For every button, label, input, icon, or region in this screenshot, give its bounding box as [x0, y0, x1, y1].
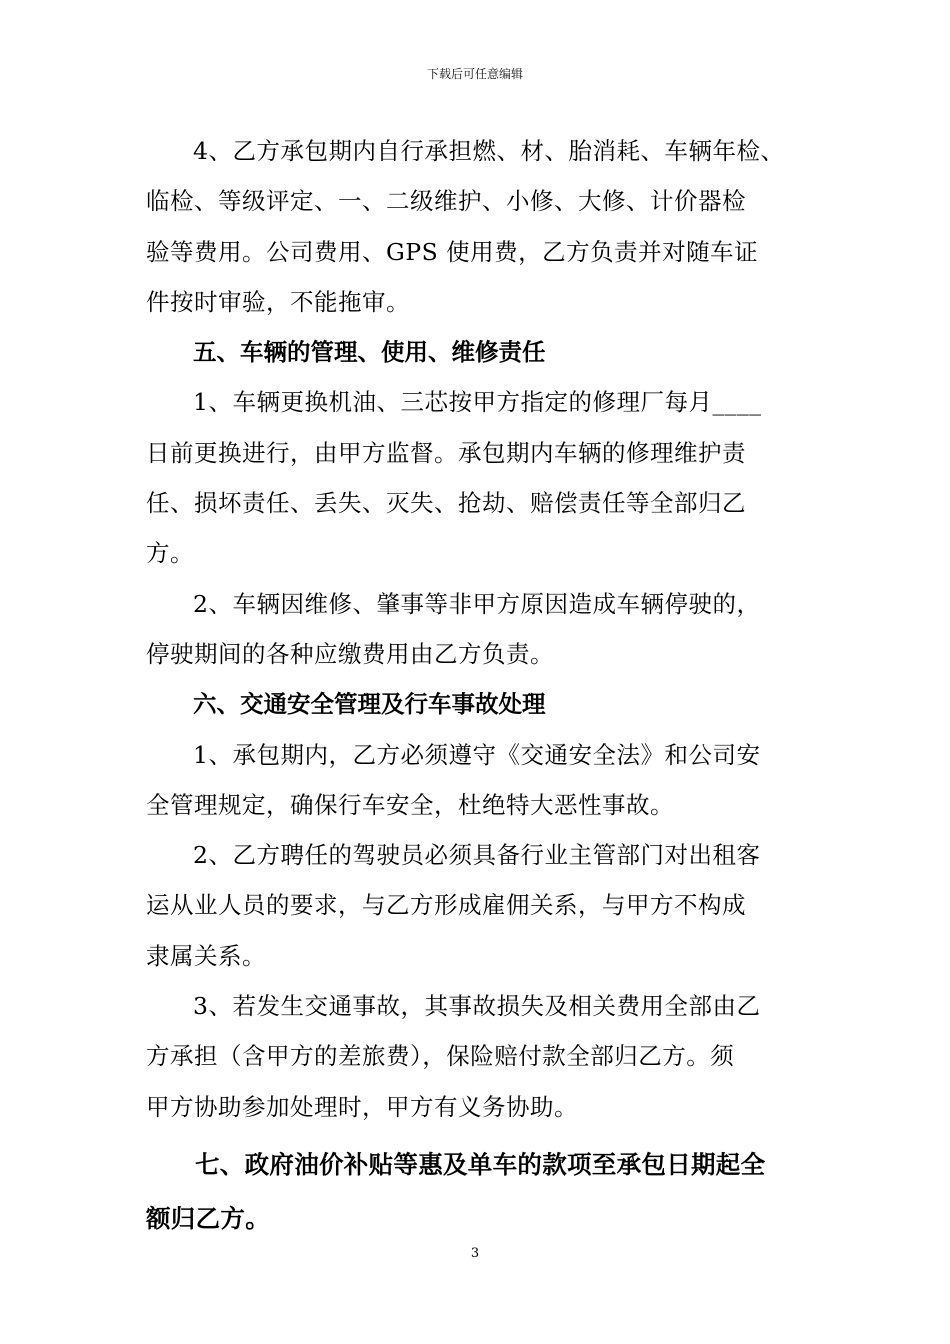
section-5-heading: 五、车辆的管理、使用、维修责任	[193, 338, 546, 367]
text-line: 2、乙方聘任的驾驶员必须具备行业主管部门对出租客	[193, 841, 761, 870]
section-6-item-3	[146, 981, 810, 1132]
page-number: 3	[470, 1246, 480, 1261]
page-header: 下载后可任意编辑	[426, 67, 523, 81]
document-body	[146, 126, 810, 1246]
text-line: 3、若发生交通事故，其事故损失及相关费用全部由乙	[193, 992, 761, 1021]
section-7-heading	[146, 1138, 810, 1246]
text-line: 方承担（含甲方的差旅费），保险赔付款全部归乙方。须	[146, 1042, 735, 1071]
text-line: 2、车辆因维修、肇事等非甲方原因造成车辆停驶的，	[193, 589, 761, 618]
text-line: 临检、等级评定、一、二级维护、小修、大修、计价器检	[146, 187, 746, 216]
text-line: 隶属关系。	[146, 941, 266, 970]
text-line: 验等费用。公司费用、GPS 使用费，乙方负责并对随车证	[146, 237, 759, 266]
text-line: 件按时审验，不能拖审。	[146, 287, 410, 316]
text-line: 七、政府油价补贴等惠及单车的款项至承包日期起全	[195, 1149, 766, 1179]
section-6-heading: 六、交通安全管理及行车事故处理	[193, 690, 546, 719]
paragraph-4	[146, 126, 810, 327]
text-line: 停驶期间的各种应缴费用由乙方负责。	[146, 639, 554, 668]
section-5-item-1	[146, 377, 810, 578]
text-line: 运从业人员的要求，与乙方形成雇佣关系，与甲方不构成	[146, 891, 746, 920]
text-line: 4、乙方承包期内自行承担燃、材、胎消耗、车辆年检、	[193, 137, 785, 165]
text-line: 1、车辆更换机油、三芯按甲方指定的修理厂每月____	[193, 388, 762, 417]
text-line: 方。	[146, 539, 194, 568]
section-5-item-2	[146, 579, 810, 680]
text-line: 任、损坏责任、丢失、灭失、抢劫、赔偿责任等全部归乙	[146, 489, 746, 518]
section-6-item-2	[146, 830, 810, 981]
text-line: 额归乙方。	[146, 1203, 270, 1233]
text-line: 1、承包期内，乙方必须遵守《交通安全法》和公司安	[193, 740, 761, 769]
text-line: 甲方协助参加处理时，甲方有义务协助。	[146, 1092, 578, 1121]
text-line: 全管理规定，确保行车安全，杜绝特大恶性事故。	[146, 790, 674, 819]
text-line: 日前更换进行，由甲方监督。承包期内车辆的修理维护责	[146, 438, 746, 467]
section-6-item-1	[146, 730, 810, 831]
